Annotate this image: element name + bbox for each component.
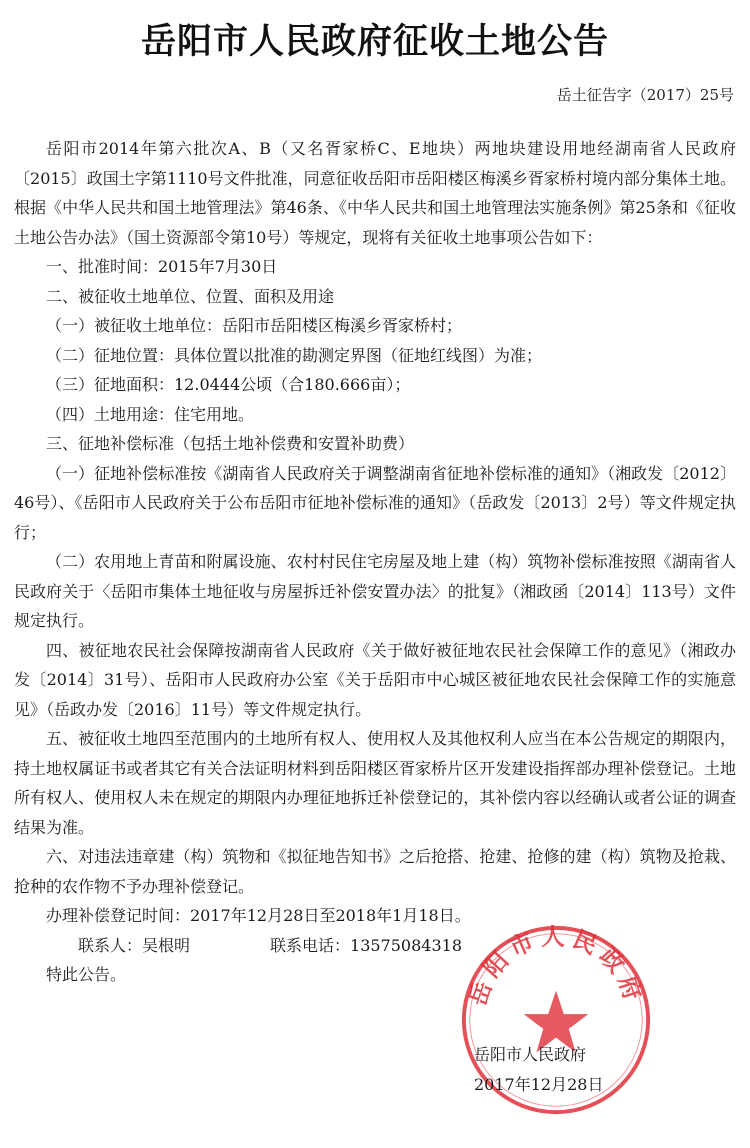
compensation-standard-1: （一）征地补偿标准按《湖南省人民政府关于调整湖南省征地补偿标准的通知》（湘政发〔2012〕46号）、《岳阳市人民政府关于公布岳阳市征地补偿标准的通知》（岳政发〔2013〕2号）等文件规定执行； (14, 463, 736, 542)
section-land-info: 二、被征收土地单位、位置、面积及用途 (46, 286, 335, 306)
signature-block (474, 1040, 603, 1100)
page-title: 岳阳市人民政府征收土地公告 (140, 22, 609, 62)
registration-time: 办理补偿登记时间：2017年12月28日至2018年1月18日。 (46, 906, 471, 925)
contact-person: 联系人：吴根明 (78, 935, 191, 955)
document-number: 岳土征告字（2017）25号 (556, 86, 734, 104)
land-location: （二）征地位置：具体位置以批准的勘测定界图（征地红线图）为准； (46, 345, 543, 365)
seal-text: 岳阳市人民政府 (463, 922, 649, 1010)
section-illegal-structures: 六、对违法违章建（构）筑物和《拟征地告知书》之后抢搭、抢建、抢修的建（构）筑物及抢栽、抢种的农作物不予办理补偿登记。 (14, 847, 736, 896)
land-unit: （一）被征收土地单位：岳阳市岳阳楼区梅溪乡胥家桥村； (46, 316, 463, 335)
contact-phone: 联系电话：13575084318 (270, 935, 462, 955)
closing-line: 特此公告。 (46, 965, 127, 984)
section-social-security: 四、被征地农民社会保障按湖南省人民政府《关于做好被征地农民社会保障工作的意见》（湘政办发〔2014〕31号）、岳阳市人民政府办公室《关于岳阳市中心城区被征地农民社会保障工作的实施意见》（岳政办发〔2016〕11号）等文件规定执行。 (14, 640, 736, 719)
land-area: （三）征地面积：12.0444公顷（合180.666亩）； (46, 375, 411, 394)
signature-date: 2017年12月28日 (474, 1075, 604, 1094)
section-approval-time: 一、批准时间：2015年7月30日 (46, 257, 278, 276)
compensation-standard-2: （二）农用地上青苗和附属设施、农村村民住宅房屋及地上建（构）筑物补偿标准按照《湖南省人民政府关于〈岳阳市集体土地征收与房屋拆迁补偿安置办法〉的批复》（湘政函〔2014〕113号）文件规定执行。 (14, 552, 736, 630)
intro-paragraph: 岳阳市2014年第六批次A、B（又名胥家桥C、E地块）两地块建设用地经湖南省人民政府〔2015〕政国土字第1110号文件批准，同意征收岳阳市岳阳楼区梅溪乡胥家桥村境内部分集体土地。根据《中华人民共和国土地管理法》第46条、《中华人民共和国土地管理法实施条例》第25条和《征收土地公告办法》（国土资源部令第10号）等规定，现将有关征收土地事项公告如下： (14, 139, 736, 247)
announcement-body (14, 134, 736, 990)
land-use: （四）土地用途：住宅用地。 (46, 404, 255, 424)
section-compensation: 三、征地补偿标准（包括土地补偿费和安置补助费） (46, 434, 415, 453)
section-registration: 五、被征收土地四至范围内的土地所有权人、使用权人及其他权利人应当在本公告规定的期限内，持土地权属证书或者其它有关合法证明材料到岳阳楼区胥家桥片区开发建设指挥部办理补偿登记。土地所有权人、使用权人未在规定的期限内办理征地拆迁补偿登记的，其补偿内容以经确认或者公证的调查结果为准。 (14, 729, 736, 837)
signer: 岳阳市人民政府 (474, 1045, 587, 1064)
